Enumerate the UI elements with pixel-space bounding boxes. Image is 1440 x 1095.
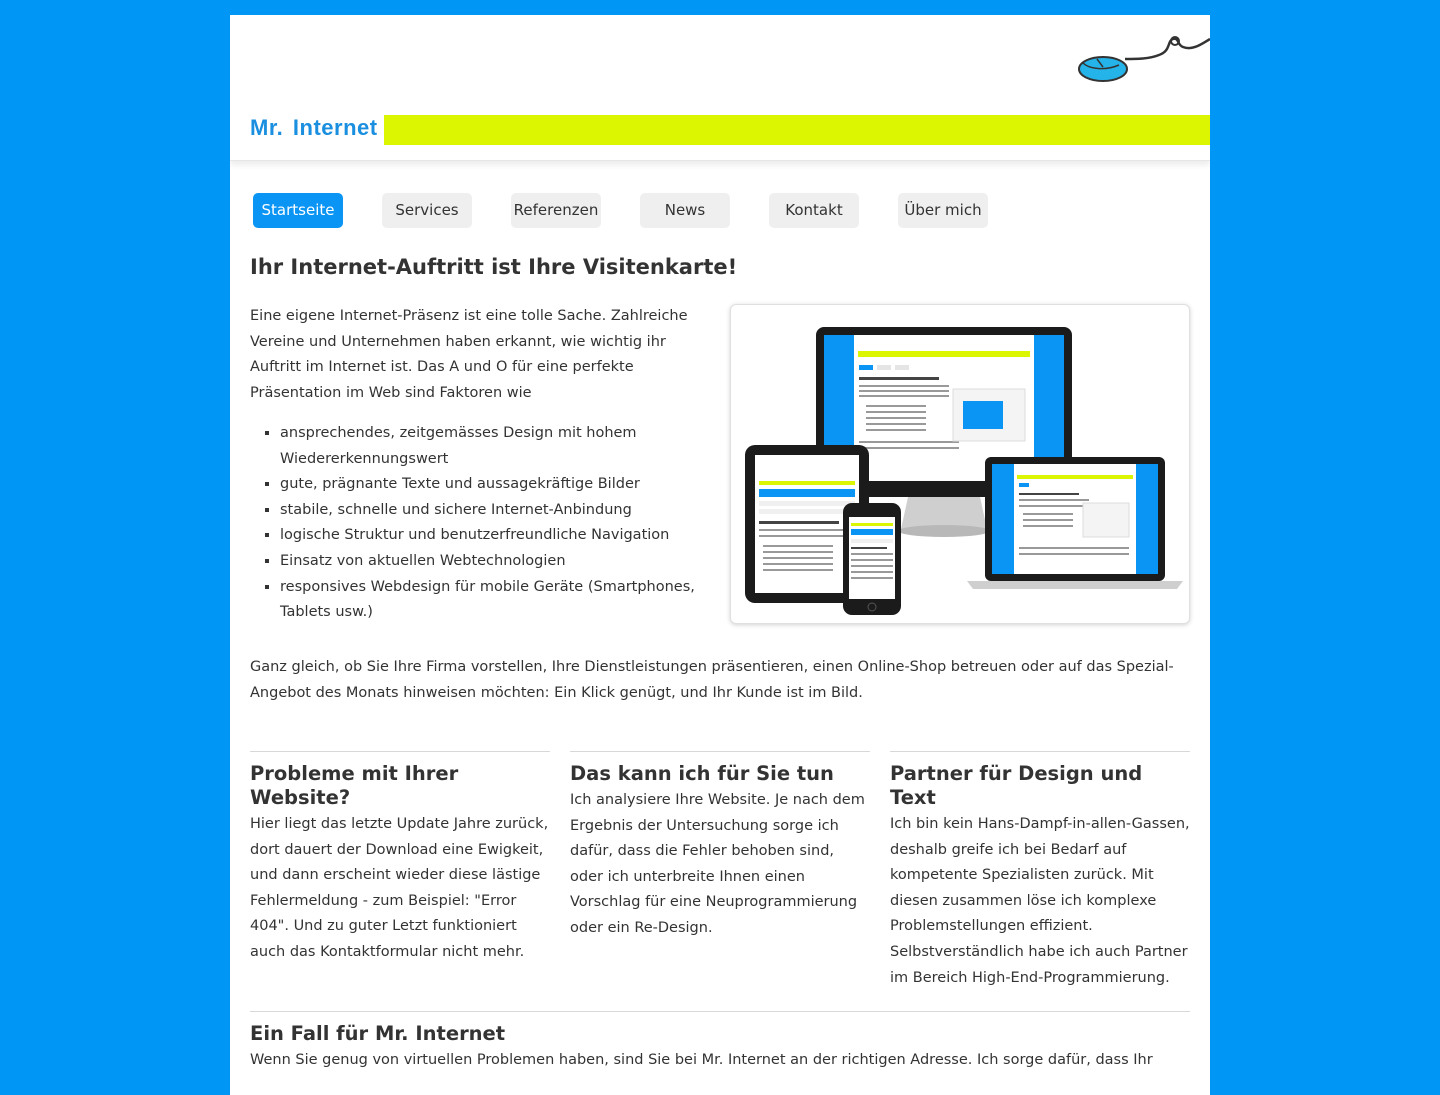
nav-item-services[interactable]: Services (382, 193, 472, 228)
list-item: ▪ logische Struktur und benutzerfreundliche Navigation (280, 523, 720, 549)
section-fall (250, 1011, 1190, 1074)
column-text: Ich bin kein Hans-Dampf-in-allen-Gassen, deshalb greife ich bei Bedarf auf kompetente Spezialisten zurück. Mit diesen zusammen löse ich komplexe Problemstellungen effizient. Selbstverständlich habe ich auch Partner im Bereich High-End-Programmierung. (890, 816, 1190, 986)
logo-accent-bar (384, 115, 1210, 145)
column-title: Das kann ich für Sie tun (570, 762, 834, 785)
column-title: Probleme mit Ihrer Website? (250, 762, 459, 809)
section-title: Ein Fall für Mr. Internet (250, 1022, 506, 1045)
nav-item-kontakt[interactable]: Kontakt (769, 193, 859, 228)
nav-item-ueber-mich[interactable]: Über mich (898, 193, 988, 228)
computer-mouse-icon (1075, 23, 1210, 83)
nav-item-news[interactable]: News (640, 193, 730, 228)
factor-list (250, 421, 720, 626)
list-item: ▪ gute, prägnante Texte und aussagekräftige Bilder (280, 472, 720, 498)
responsive-devices-image (730, 304, 1190, 624)
secondary-paragraph: Ganz gleich, ob Sie Ihre Firma vorstellen, Ihre Dienstleistungen präsentieren, einen Online-Shop betreuen oder auf das Spezial-Angebot des Monats hinweisen möchten: Ein Klick genügt, und Ihr Kunde ist im Bild. (250, 659, 1174, 701)
list-item: ▪ Einsatz von aktuellen Webtechnologien (280, 549, 720, 575)
column-partner (890, 751, 1190, 991)
column-text: Ich analysiere Ihre Website. Je nach dem Ergebnis der Untersuchung sorge ich dafür, dass die Fehler behoben sind, oder ich unterbreite Ihnen einen Vorschlag für eine Neuprogrammierung oder ein Re-Design. (570, 792, 865, 936)
intro-paragraph: Eine eigene Internet-Präsenz ist eine tolle Sache. Zahlreiche Vereine und Unternehmen haben erkannt, wie wichtig ihr Auftritt im Internet ist. Das A und O für eine perfekte Präsentation im Web sind Faktoren wie (250, 308, 688, 401)
devices-illustration (731, 305, 1189, 623)
page-title: Ihr Internet-Auftritt ist Ihre Visitenkarte! (250, 255, 738, 279)
page (230, 15, 1210, 1095)
list-item: ▪ responsives Webdesign für mobile Geräte (Smartphones, Tablets usw.) (280, 575, 720, 626)
section-text: Wenn Sie genug von virtuellen Problemen haben, sind Sie bei Mr. Internet an der richtigen Adresse. Ich sorge dafür, dass Ihr (250, 1052, 1153, 1068)
list-item: ▪ stabile, schnelle und sichere Internet-Anbindung (280, 498, 720, 524)
list-item: ▪ ansprechendes, zeitgemässes Design mit hohem Wiedererkennungswert (280, 421, 720, 472)
column-title: Partner für Design und Text (890, 762, 1143, 809)
nav-item-referenzen[interactable]: Referenzen (511, 193, 601, 228)
nav-item-startseite[interactable]: Startseite (253, 193, 343, 228)
column-problems (250, 751, 550, 966)
site-header (230, 15, 1210, 161)
column-text: Hier liegt das letzte Update Jahre zurück, dort dauert der Download eine Ewigkeit, und dann erscheint wieder diese lästige Fehlermeldung - zum Beispiel: "Error 404". Und zu guter Letzt funktioniert auch das Kontaktformular nicht mehr. (250, 816, 549, 960)
site-logo[interactable]: Mr. Internet (250, 115, 378, 140)
column-services (570, 751, 870, 942)
